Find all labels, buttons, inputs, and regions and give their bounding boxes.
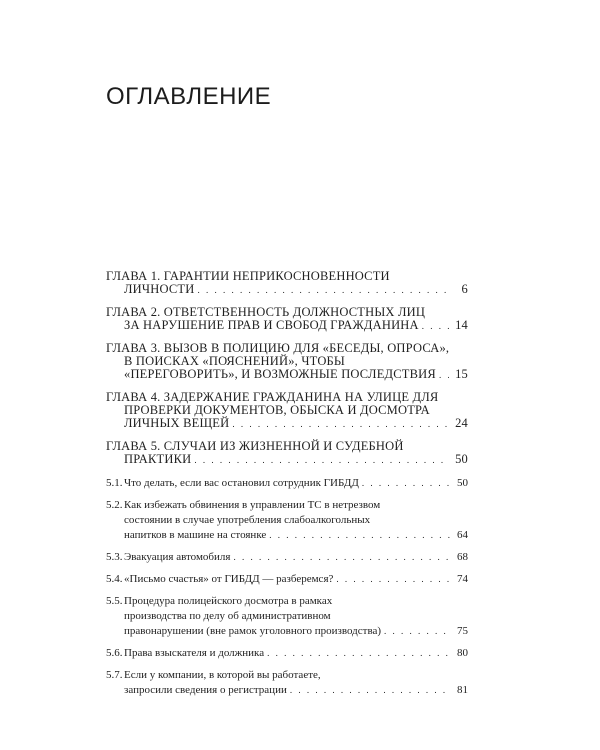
section-title-line: Права взыскателя и должника <box>124 647 265 659</box>
chapter-leader-line <box>106 453 468 467</box>
section-number: 5.5. <box>106 595 123 607</box>
toc-section-5-5[interactable] <box>106 594 468 639</box>
section-leader-line <box>124 476 468 491</box>
toc-chapter-4[interactable] <box>106 391 468 431</box>
toc-section-5-3[interactable] <box>106 550 468 565</box>
section-leader-line <box>124 646 468 661</box>
dot-leader <box>290 683 451 698</box>
dot-leader <box>194 454 449 467</box>
dot-leader <box>267 646 451 661</box>
section-title-line: Процедура полицейского досмотра в рамках <box>124 595 333 607</box>
section-number: 5.6. <box>106 647 123 659</box>
section-title-line: напитков в машине на стоянке <box>124 529 267 541</box>
chapter-title-line: В ПОИСКАХ «ПОЯСНЕНИЙ», ЧТОБЫ <box>124 354 346 368</box>
chapter-leader-line <box>106 283 468 297</box>
page-number: 6 <box>461 282 468 296</box>
section-number: 5.7. <box>106 669 123 681</box>
section-number: 5.4. <box>106 573 123 585</box>
chapter-title-line: «ПЕРЕГОВОРИТЬ», И ВОЗМОЖНЫЕ ПОСЛЕДСТВИЯ <box>124 367 436 381</box>
chapter-title-line: ПРОВЕРКИ ДОКУМЕНТОВ, ОБЫСКА И ДОСМОТРА <box>124 403 430 417</box>
page-number: 50 <box>455 452 468 466</box>
page-number: 50 <box>457 477 468 489</box>
section-title-line: Что делать, если вас остановил сотрудник ГИБДД <box>124 477 359 489</box>
chapter-leader-line <box>106 368 468 382</box>
section-leader-line <box>124 624 468 639</box>
chapter-title-line: ГЛАВА 2. ОТВЕТСТВЕННОСТЬ ДОЛЖНОСТНЫХ ЛИЦ <box>106 305 426 319</box>
section-number: 5.1. <box>106 477 123 489</box>
toc-section-5-1[interactable] <box>106 476 468 491</box>
page-number: 14 <box>455 318 468 332</box>
dot-leader <box>233 550 451 565</box>
section-title-line: Как избежать обвинения в управлении ТС в нетрезвом <box>124 499 381 511</box>
dot-leader <box>269 528 451 543</box>
section-leader-line <box>124 528 468 543</box>
table-of-contents <box>106 270 468 705</box>
page-number: 80 <box>457 647 468 659</box>
section-leader-line <box>124 572 468 587</box>
chapter-title-line: ГЛАВА 1. ГАРАНТИИ НЕПРИКОСНОВЕННОСТИ <box>106 269 390 283</box>
chapter-title-line: ПРАКТИКИ <box>124 452 192 466</box>
dot-leader <box>422 320 449 333</box>
chapter-title-line: ЛИЧНЫХ ВЕЩЕЙ <box>124 416 230 430</box>
page-number: 24 <box>455 416 468 430</box>
dot-leader <box>197 284 449 297</box>
chapter-title-line: ГЛАВА 5. СЛУЧАИ ИЗ ЖИЗНЕННОЙ И СУДЕБНОЙ <box>106 439 404 453</box>
toc-section-5-7[interactable] <box>106 668 468 698</box>
section-title-line: Если у компании, в которой вы работаете, <box>124 669 321 681</box>
section-title-line: запросили сведения о регистрации <box>124 684 287 696</box>
dot-leader <box>439 369 449 382</box>
page-number: 75 <box>457 625 468 637</box>
dot-leader <box>362 476 451 491</box>
chapter-title-line: ГЛАВА 4. ЗАДЕРЖАНИЕ ГРАЖДАНИНА НА УЛИЦЕ ДЛЯ <box>106 390 439 404</box>
toc-chapter-5[interactable] <box>106 440 468 467</box>
dot-leader <box>232 418 449 431</box>
toc-chapter-2[interactable] <box>106 306 468 333</box>
section-number: 5.3. <box>106 551 123 563</box>
page-number: 68 <box>457 551 468 563</box>
section-title-line: производства по делу об административном <box>124 610 331 622</box>
section-leader-line <box>124 550 468 565</box>
chapter-title-line: ГЛАВА 3. ВЫЗОВ В ПОЛИЦИЮ ДЛЯ «БЕСЕДЫ, ОПРОСА», <box>106 341 450 355</box>
page-title: ОГЛАВЛЕНИЕ <box>106 83 272 110</box>
chapter-leader-line <box>106 319 468 333</box>
page-number: 64 <box>457 529 468 541</box>
dot-leader <box>336 572 451 587</box>
section-leader-line <box>124 683 468 698</box>
section-title-line: «Письмо счастья» от ГИБДД — разберемся? <box>124 573 334 585</box>
chapter-leader-line <box>106 417 468 431</box>
dot-leader <box>384 624 451 639</box>
page-number: 15 <box>455 367 468 381</box>
chapter-title-line: ЛИЧНОСТИ <box>124 282 195 296</box>
section-title-line: состоянии в случае употребления слабоалкогольных <box>124 514 371 526</box>
page-number: 81 <box>457 684 468 696</box>
toc-chapter-1[interactable] <box>106 270 468 297</box>
section-title-line: правонарушении (вне рамок уголовного производства) <box>124 625 382 637</box>
chapter-title-line: ЗА НАРУШЕНИЕ ПРАВ И СВОБОД ГРАЖДАНИНА <box>124 318 419 332</box>
section-title-line: Эвакуация автомобиля <box>124 551 231 563</box>
page-number: 74 <box>457 573 468 585</box>
toc-chapter-3[interactable] <box>106 342 468 382</box>
toc-section-5-6[interactable] <box>106 646 468 661</box>
toc-section-5-4[interactable] <box>106 572 468 587</box>
toc-section-5-2[interactable] <box>106 498 468 543</box>
section-number: 5.2. <box>106 499 123 511</box>
